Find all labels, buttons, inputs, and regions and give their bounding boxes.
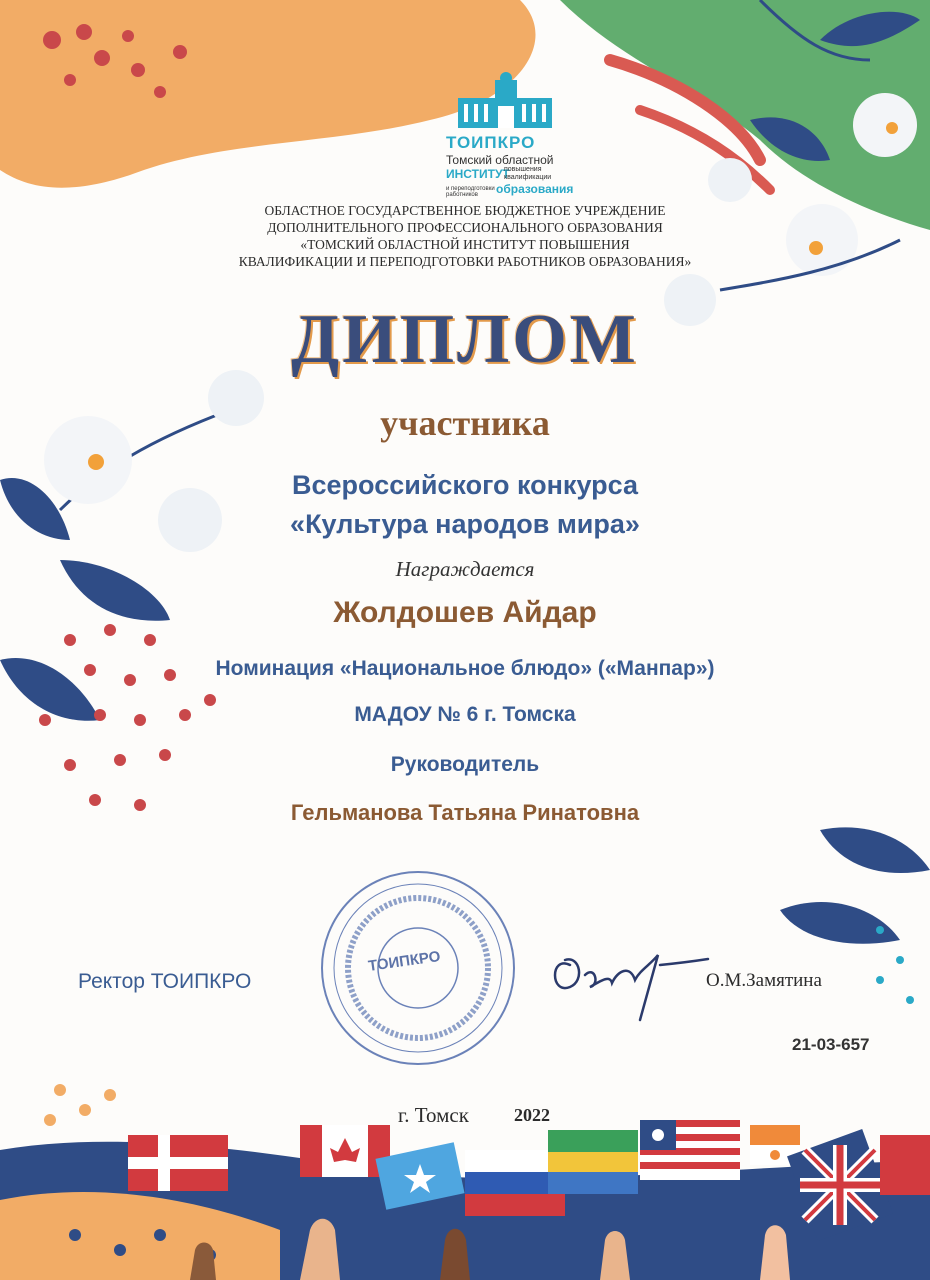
org-line1: ОБЛАСТНОЕ ГОСУДАРСТВЕННОЕ БЮДЖЕТНОЕ УЧРЕЖДЕНИЕ xyxy=(264,203,666,218)
organization-name xyxy=(0,202,930,270)
flag-gabon xyxy=(548,1130,638,1194)
stamp-center-text: ТОИПКРО xyxy=(367,948,442,975)
logo-line1: Томский областной xyxy=(446,153,554,167)
flag-liberia xyxy=(640,1120,740,1180)
flag-canada xyxy=(300,1125,390,1177)
logo-line3-small: и переподготовки работников xyxy=(446,186,495,198)
flag-denmark xyxy=(128,1135,228,1191)
rector-label: Ректор ТОИПКРО xyxy=(78,970,252,993)
year: 2022 xyxy=(514,1105,550,1125)
recipient-name: Жолдошев Айдар xyxy=(333,596,597,629)
registration-number: 21-03-657 xyxy=(792,1035,870,1054)
diploma-title: ДИПЛОМ xyxy=(291,301,639,378)
institution: МАДОУ № 6 г. Томска xyxy=(354,703,576,726)
contest-line2: «Культура народов мира» xyxy=(290,509,640,539)
nomination: Номинация «Национальное блюдо» («Манпар») xyxy=(215,657,715,680)
org-line2: ДОПОЛНИТЕЛЬНОГО ПРОФЕССИОНАЛЬНОГО ОБРАЗОВАНИЯ xyxy=(267,220,663,235)
org-line4: КВАЛИФИКАЦИИ И ПЕРЕПОДГОТОВКИ РАБОТНИКОВ ОБРАЗОВАНИЯ» xyxy=(238,254,692,269)
contest-line1: Всероссийского конкурса xyxy=(292,470,638,500)
leader-name: Гельманова Татьяна Ринатовна xyxy=(290,800,640,825)
logo-name: ТОИПКРО xyxy=(446,133,536,152)
logo-line2: ИНСТИТУТ xyxy=(446,167,510,181)
city: г. Томск xyxy=(398,1103,469,1127)
handwritten-signature xyxy=(540,925,710,1035)
awarded-label: Награждается xyxy=(395,557,535,581)
logo-line2-small: повышения квалификации xyxy=(504,166,552,181)
diploma-subtitle: участника xyxy=(380,403,550,443)
leader-label: Руководитель xyxy=(390,753,540,776)
signer-name: О.М.Замятина xyxy=(706,970,822,991)
logo-line3: образования xyxy=(496,182,574,196)
org-line3: «ТОМСКИЙ ОБЛАСТНОЙ ИНСТИТУТ ПОВЫШЕНИЯ xyxy=(300,237,630,252)
